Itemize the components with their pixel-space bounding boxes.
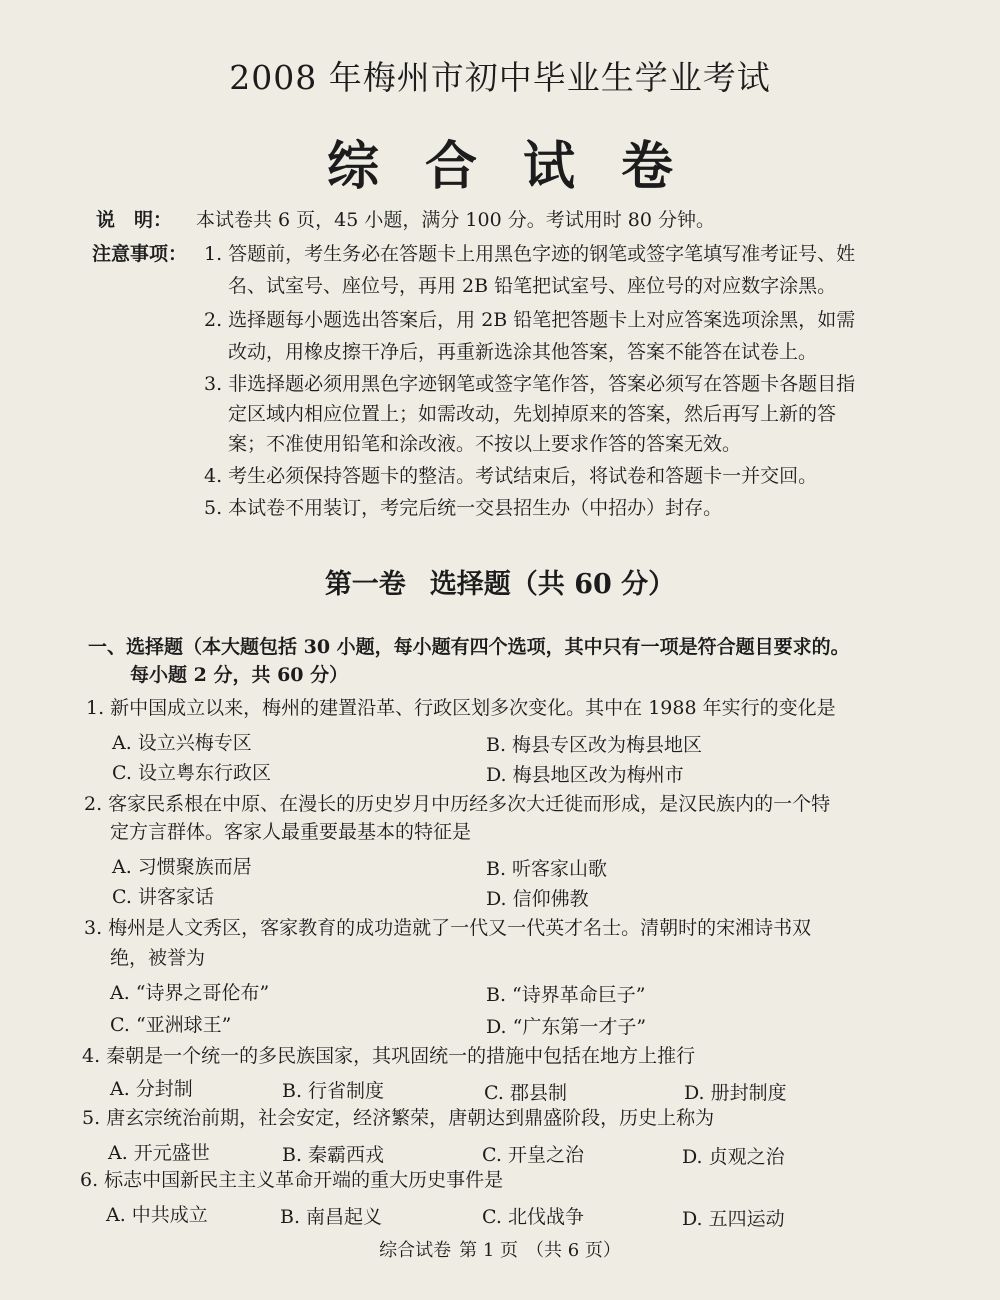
page-footer: [0, 1236, 1000, 1262]
q5-option-c: C. 开皇之治: [482, 1144, 584, 1166]
q6-option-c: C. 北伐战争: [482, 1206, 584, 1228]
q1-option-d: D. 梅县地区改为梅州市: [486, 764, 684, 786]
footer-total-pages: （共 6 页）: [526, 1240, 621, 1261]
q3-option-c: C. “亚洲球王”: [110, 1014, 232, 1036]
q1-stem: 1. 新中国成立以来，梅州的建置沿革、行政区划多次变化。其中在 1988 年实行的变化是: [86, 697, 836, 719]
q3-option-a: A. “诗界之哥伦布”: [110, 982, 270, 1004]
q5-option-d: D. 贞观之治: [682, 1146, 785, 1168]
footer-paper-name: 综合试卷: [379, 1240, 452, 1261]
q6-stem: 6. 标志中国新民主主义革命开端的重大历史事件是: [80, 1169, 504, 1191]
q3-stem-line-2: 绝，被誉为: [110, 947, 206, 969]
q2-stem-line-1: 2. 客家民系根在中原、在漫长的历史岁月中历经多次大迁徙而形成，是汉民族内的一个特: [84, 793, 831, 815]
footer-page-number: 第 1 页: [459, 1240, 518, 1261]
note-1-line-1: 1. 答题前，考生务必在答题卡上用黑色字迹的钢笔或签字笔填写准考证号、姓: [204, 243, 856, 265]
note-3-line-1: 3. 非选择题必须用黑色字迹钢笔或签字笔作答，答案必须写在答题卡各题目指: [204, 373, 856, 395]
note-2-line-2: 改动，用橡皮擦干净后，再重新选涂其他答案，答案不能答在试卷上。: [228, 341, 818, 363]
section-name: 选择题（共 60 分）: [429, 569, 676, 600]
q2-option-a: A. 习惯聚族而居: [112, 856, 252, 878]
q5-option-b: B. 秦霸西戎: [282, 1144, 385, 1166]
q4-stem: 4. 秦朝是一个统一的多民族国家，其巩固统一的措施中包括在地方上推行: [82, 1045, 696, 1067]
section-heading-line-1: 一、选择题（本大题包括 30 小题，每小题有四个选项，其中只有一项是符合题目要求的。: [88, 636, 850, 658]
note-4-line-1: 4. 考生必须保持答题卡的整洁。考试结束后，将试卷和答题卡一并交回。: [204, 465, 818, 487]
explain-text: 本试卷共 6 页，45 小题，满分 100 分。考试用时 80 分钟。: [196, 209, 715, 231]
note-2-line-1: 2. 选择题每小题选出答案后，用 2B 铅笔把答题卡上对应答案选项涂黑，如需: [204, 309, 856, 331]
section-part: 第一卷: [324, 569, 406, 600]
section-title: [0, 562, 1000, 601]
exam-title: 2008 年梅州市初中毕业生学业考试: [229, 58, 771, 97]
q4-option-c: C. 郡县制: [484, 1082, 567, 1104]
q4-option-b: B. 行省制度: [282, 1080, 385, 1102]
q6-option-d: D. 五四运动: [682, 1208, 785, 1230]
paper-title: 综合试卷: [326, 136, 719, 197]
q5-stem: 5. 唐玄宗统治前期，社会安定，经济繁荣，唐朝达到鼎盛阶段，历史上称为: [82, 1107, 715, 1129]
q2-option-c: C. 讲客家话: [112, 886, 214, 908]
note-3-line-2: 定区域内相应位置上；如需改动，先划掉原来的答案，然后再写上新的答: [228, 403, 837, 425]
q4-option-a: A. 分封制: [110, 1078, 193, 1100]
section-heading-line-2: 每小题 2 分，共 60 分）: [130, 664, 349, 686]
q1-option-a: A. 设立兴梅专区: [112, 732, 252, 754]
q6-option-b: B. 南昌起义: [280, 1206, 383, 1228]
note-5-line-1: 5. 本试卷不用装订，考完后统一交县招生办（中招办）封存。: [204, 497, 723, 519]
q2-option-d: D. 信仰佛教: [486, 888, 589, 910]
q3-option-d: D. “广东第一才子”: [486, 1016, 647, 1038]
q2-stem-line-2: 定方言群体。客家人最重要最基本的特征是: [110, 821, 472, 843]
q1-option-b: B. 梅县专区改为梅县地区: [486, 734, 703, 756]
note-3-line-3: 案；不准使用铅笔和涂改液。不按以上要求作答的答案无效。: [228, 433, 742, 455]
explain-label: 说 明：: [96, 209, 173, 231]
attention-label: 注意事项：: [92, 243, 188, 265]
q6-option-a: A. 中共成立: [106, 1204, 208, 1226]
q2-option-b: B. 听客家山歌: [486, 858, 608, 880]
q4-option-d: D. 册封制度: [684, 1082, 787, 1104]
q1-option-c: C. 设立粤东行政区: [112, 762, 271, 784]
q5-option-a: A. 开元盛世: [108, 1142, 210, 1164]
q3-option-b: B. “诗界革命巨子”: [486, 984, 646, 1006]
q3-stem-line-1: 3. 梅州是人文秀区，客家教育的成功造就了一代又一代英才名士。清朝时的宋湘诗书双: [84, 917, 812, 939]
note-1-line-2: 名、试室号、座位号，再用 2B 铅笔把试室号、座位号的对应数字涂黑。: [228, 275, 837, 297]
